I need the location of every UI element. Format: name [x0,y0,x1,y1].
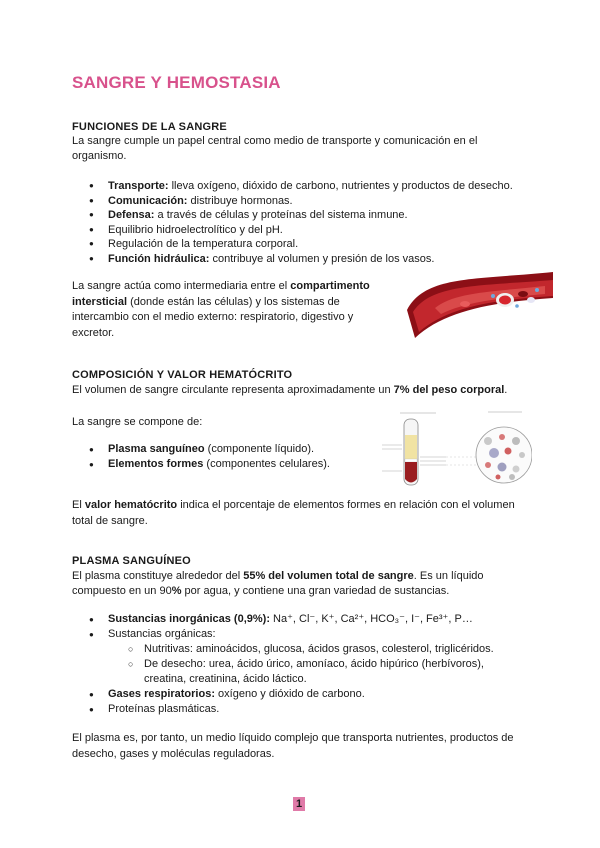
page-title: SANGRE Y HEMOSTASIA [72,73,281,92]
list-item: ● Equilibrio hidroelectrolítico y del pH. [72,223,513,238]
list-item: ● Función hidráulica: contribuye al volumen y presión de los vasos. [72,252,513,267]
list-subitem: ○ De desecho: urea, ácido úrico, amoníaco, ácido hipúrico (herbívoros), [72,657,494,672]
paragraph-intro [72,134,477,164]
composition-list [72,442,330,472]
list-subitem: ○ Nutritivas: aminoácidos, glucosa, ácidos grasos, colesterol, triglicéridos. [72,642,494,657]
list-item: ● Comunicación: distribuye hormonas. [72,194,513,209]
list-item: ● Transporte: lleva oxígeno, dióxido de carbono, nutrientes y productos de desecho. [72,179,513,194]
list-item: ● Regulación de la temperatura corporal. [72,237,513,252]
hematocrit-diagram [376,407,532,491]
paragraph-hematocrit: El valor hematócrito indica el porcentaje de elementos formes en relación con el volumen total de sangre. [72,499,515,527]
list-item: ● Plasma sanguíneo (componente líquido). [72,442,330,457]
list-item: ● Elementos formes (componentes celulares). [72,457,330,472]
section-heading-plasma: PLASMA SANGUÍNEO [72,555,191,567]
paragraph-conclusion: El plasma es, por tanto, un medio líquido complejo que transporta nutrientes, productos de desecho, gases y moléculas reguladoras. [72,732,514,760]
list-item: ● Sustancias orgánicas: [72,627,494,642]
section-heading-funciones: FUNCIONES DE LA SANGRE [72,121,227,133]
section-heading-composicion: COMPOSICIÓN Y VALOR HEMATÓCRITO [72,369,293,381]
paragraph-volume: El volumen de sangre circulante representa aproximadamente un 7% del peso corporal. [72,384,508,396]
paragraph-composition: La sangre se compone de: [72,416,203,428]
list-item: ● Defensa: a través de células y proteínas del sistema inmune. [72,208,513,223]
list-item: ● Gases respiratorios: oxígeno y dióxido de carbono. [72,687,494,702]
list-subitem-continued: creatina, creatinina, ácido láctico. [144,673,307,685]
paragraph-plasma: El plasma constituye alrededor del 55% del volumen total de sangre. Es un líquido compuesto en un 90% por agua, y contiene una gran variedad de sustancias. [72,570,484,597]
text-line: organismo. [72,150,127,162]
paragraph-intermediary: La sangre actúa como intermediaria entre el compartimento intersticial (donde están las células) y los sistemas de intercambio con el medio externo: respiratorio, digestivo y excretor. [72,280,370,339]
list-item: ● Proteínas plasmáticas. [72,702,494,717]
blood-vessel-illustration [405,270,555,340]
plasma-list [72,612,494,717]
list-item: ● Sustancias inorgánicas (0,9%): Na⁺, Cl⁻, K⁺, Ca²⁺, HCO₃⁻, I⁻, Fe³⁺, P… [72,612,494,627]
page-number-badge: 1 [293,797,305,811]
text-line: La sangre cumple un papel central como medio de transporte y comunicación en el [72,135,478,147]
functions-list [72,179,513,266]
